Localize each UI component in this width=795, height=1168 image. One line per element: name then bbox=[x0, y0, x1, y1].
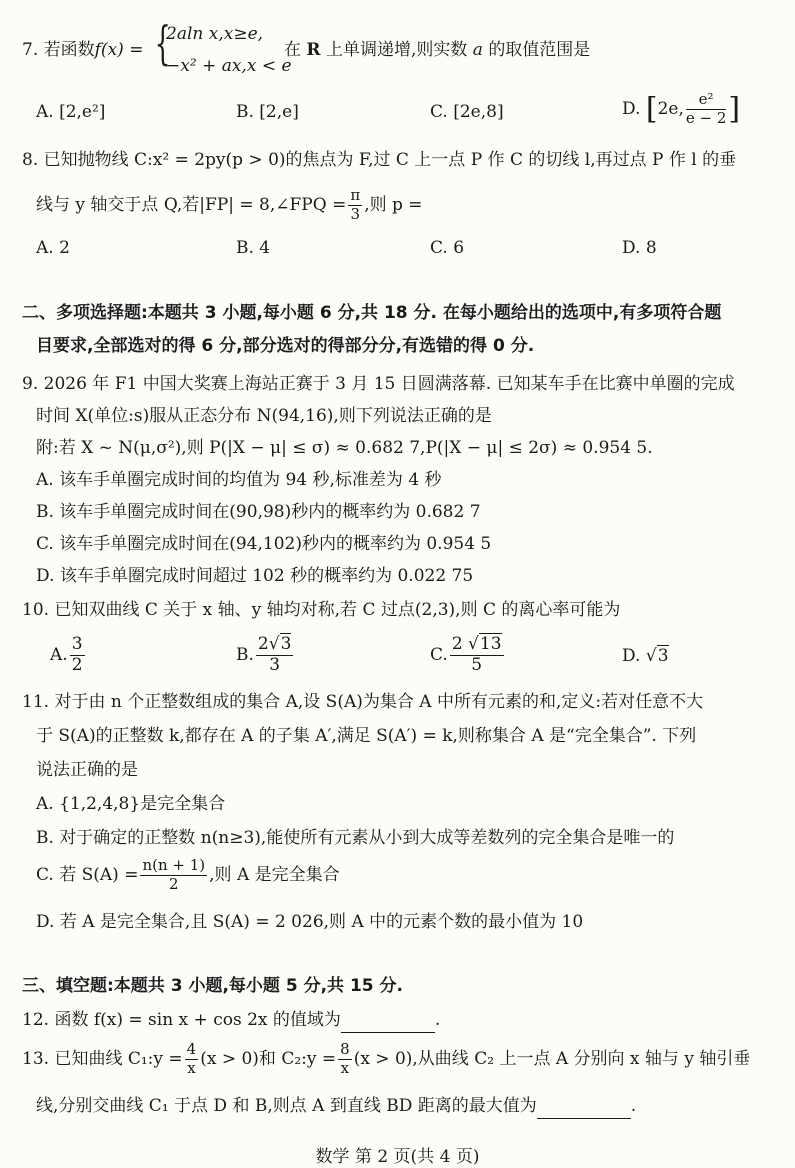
q11-option-d: D. 若 A 是完全集合,且 S(A) = 2 026,则 A 中的元素个数的最小值为 10 bbox=[36, 912, 584, 932]
q7-option-b: B. [2,e] bbox=[236, 102, 299, 122]
section-2-heading-cont: 目要求,全部选对的得 6 分,部分选对的得部分分,有选错的得 0 分. bbox=[36, 336, 535, 356]
q7-piecewise-brace: { bbox=[154, 16, 171, 70]
q7-case-1: 2aln x,x≥e, bbox=[166, 24, 264, 44]
real-numbers-symbol: R bbox=[306, 40, 321, 60]
q9-option-d: D. 该车手单圈完成时间超过 102 秒的概率约为 0.022 75 bbox=[36, 566, 474, 586]
q9-line-1: 9. 2026 年 F1 中国大奖赛上海站正赛于 3 月 15 日圆满落幕. 已知某车手在比赛中单圈的完成 bbox=[22, 374, 735, 394]
section-3-heading: 三、填空题:本题共 3 小题,每小题 5 分,共 15 分. bbox=[22, 976, 403, 996]
q13-line-2: 线,分别交曲线 C₁ 于点 D 和 B,则点 A 到直线 BD 距离的最大值为 . bbox=[36, 1098, 636, 1119]
q7-case-2: −x² + ax,x < e bbox=[166, 56, 292, 76]
q11-option-b: B. 对于确定的正整数 n(n≥3),能使所有元素从小到大成等差数列的完全集合是唯一的 bbox=[36, 828, 675, 848]
q7-function-label: f(x) bbox=[94, 40, 124, 60]
q11-option-a: A. {1,2,4,8}是完全集合 bbox=[36, 794, 226, 814]
q7-option-d-fraction: $\frac{\text{e²}}{e - 2}$ bbox=[685, 90, 727, 127]
q7-equals: = bbox=[129, 40, 144, 60]
page-footer: 数学 第 2 页(共 4 页) bbox=[315, 1147, 480, 1167]
q12-answer-blank[interactable] bbox=[341, 1015, 435, 1033]
q8-angle-fraction: $\frac{\pi}{3}$ bbox=[350, 186, 361, 223]
q11-line-1: 11. 对于由 n 个正整数组成的集合 A,设 S(A)为集合 A 中所有元素的和,定义:若对任意不大 bbox=[22, 692, 704, 712]
q9-line-2: 时间 X(单位:s)服从正态分布 N(94,16),则下列说法正确的是 bbox=[36, 406, 492, 426]
q7-option-a: A. [2,e²] bbox=[36, 102, 106, 122]
q7-option-c: C. [2e,8] bbox=[430, 102, 504, 122]
q13-answer-blank[interactable] bbox=[537, 1101, 631, 1119]
q11-option-c-fraction: $\frac{n(n + 1)}{2}$ bbox=[142, 856, 206, 893]
q13-c2-fraction: $\frac{8}{x}$ bbox=[340, 1040, 350, 1077]
q10-option-b: B. $\frac{2√3}{3}$ bbox=[236, 634, 292, 675]
q11-line-2: 于 S(A)的正整数 k,都存在 A 的子集 A′,满足 S(A′) = k,则称集合 A 是“完全集合”. 下列 bbox=[36, 726, 697, 746]
q8-option-a: A. 2 bbox=[36, 238, 70, 258]
q8-option-d: D. 8 bbox=[622, 238, 657, 258]
q11-line-3: 说法正确的是 bbox=[36, 760, 138, 780]
q9-option-b: B. 该车手单圈完成时间在(90,98)秒内的概率约为 0.682 7 bbox=[36, 502, 481, 522]
q10-option-a: A. $\frac{3}{2}$ bbox=[50, 634, 83, 675]
q8-line-1: 8. 已知抛物线 C:x² = 2py(p > 0)的焦点为 F,过 C 上一点 P 作 C 的切线 l,再过点 P 作 l 的垂 bbox=[22, 150, 737, 170]
q8-line-2: 线与 y 轴交于点 Q,若|FP| = 8,∠FPQ = $\frac{\pi}{3}$ ,则 p = bbox=[36, 186, 423, 223]
q12-stem: 12. 函数 f(x) = sin x + cos 2x 的值域为 . bbox=[22, 1012, 440, 1033]
q7-option-d: D. [2e, $\frac{\text{e²}}{e - 2}$ ] bbox=[622, 90, 741, 127]
q10-stem: 10. 已知双曲线 C 关于 x 轴、y 轴均对称,若 C 过点(2,3),则 C 的离心率可能为 bbox=[22, 600, 621, 620]
q9-option-c: C. 该车手单圈完成时间在(94,102)秒内的概率约为 0.954 5 bbox=[36, 534, 492, 554]
q8-option-b: B. 4 bbox=[236, 238, 271, 258]
section-2-heading: 二、多项选择题:本题共 3 小题,每小题 6 分,共 18 分. 在每小题给出的选项中,有多项符合题 bbox=[22, 303, 722, 323]
q7-option-d-label: D. bbox=[622, 98, 641, 119]
q9-option-a: A. 该车手单圈完成时间的均值为 94 秒,标准差为 4 秒 bbox=[36, 470, 442, 490]
q8-option-c: C. 6 bbox=[430, 238, 465, 258]
q13-line-1: 13. 已知曲线 C₁:y = $\frac{4}{x}$ (x > 0)和 C₂:y = $\frac{8}{x}$ (x > 0),从曲线 C₂ 上一点 A 分别向 x 轴与 y 轴引垂 bbox=[22, 1040, 751, 1077]
q7-stem-tail: 在 R 上单调递增,则实数 a 的取值范围是 bbox=[284, 40, 591, 60]
q7-stem bbox=[22, 42, 143, 59]
q7-variable: a bbox=[472, 40, 483, 60]
q9-appendix: 附:若 X ~ N(μ,σ²),则 P(|X − μ| ≤ σ) ≈ 0.682 7,P(|X − μ| ≤ 2σ) ≈ 0.954 5. bbox=[36, 438, 653, 458]
q7-number: 7. bbox=[22, 40, 39, 60]
q10-option-d: D. √3 bbox=[622, 646, 669, 666]
q11-option-c: C. 若 S(A) = $\frac{n(n + 1)}{2}$ ,则 A 是完全集合 bbox=[36, 856, 340, 893]
q10-option-c: C. $\frac{2 √13}{5}$ bbox=[430, 634, 502, 675]
q7-stem-a: 若函数 bbox=[43, 40, 95, 60]
q13-c1-fraction: $\frac{4}{x}$ bbox=[186, 1040, 197, 1077]
